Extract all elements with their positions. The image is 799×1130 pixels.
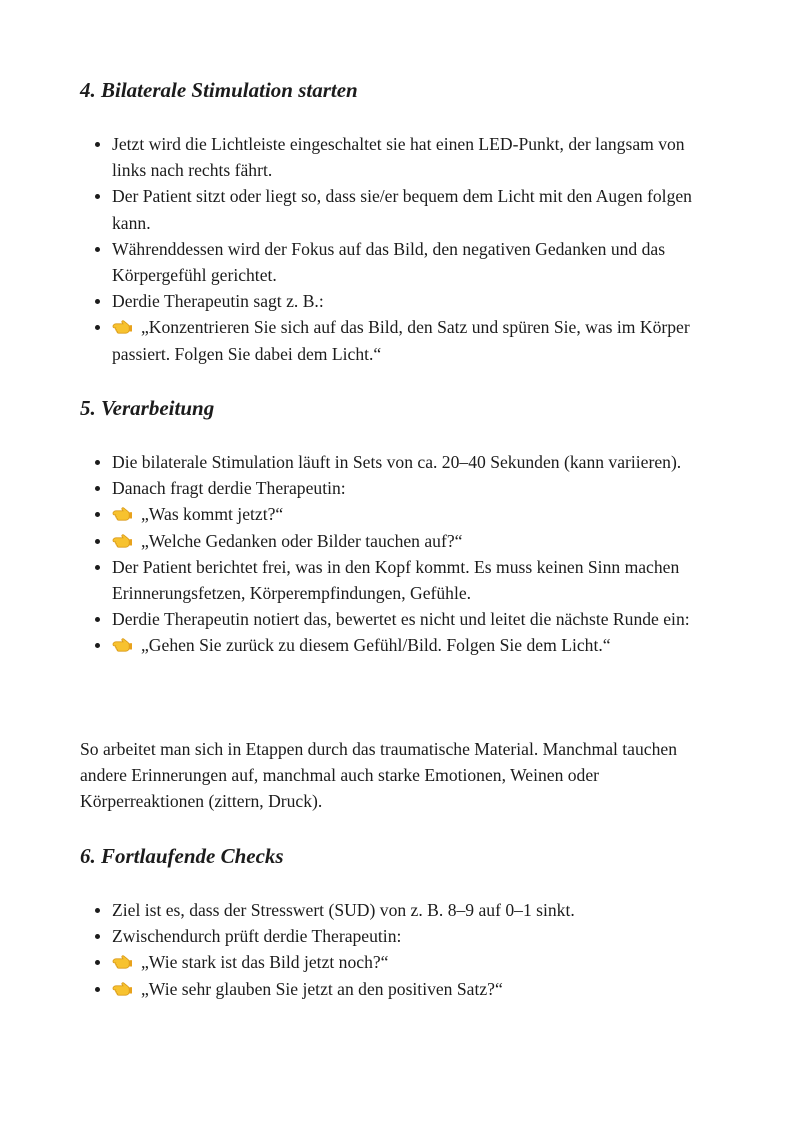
section-6-heading: 6. Fortlaufende Checks (80, 844, 284, 868)
list-item: „Wie sehr glauben Sie jetzt an den positiven Satz?“ (80, 976, 720, 1002)
list-item: Währenddessen wird der Fokus auf das Bild, den negativen Gedanken und das Körpergefühl gerichtet. (80, 236, 720, 288)
list-item: Die bilaterale Stimulation läuft in Sets von ca. 20–40 Sekunden (kann variieren). (80, 449, 720, 475)
pointing-hand-icon (112, 507, 133, 521)
list-item: „Wie stark ist das Bild jetzt noch?“ (80, 949, 720, 975)
list-item: „Welche Gedanken oder Bilder tauchen auf?“ (80, 528, 720, 554)
list-item: „Was kommt jetzt?“ (80, 501, 720, 527)
pointing-hand-icon (112, 534, 133, 548)
list-item: Danach fragt derdie Therapeutin: (80, 475, 720, 501)
list-item: Ziel ist es, dass der Stresswert (SUD) von z. B. 8–9 auf 0–1 sinkt. (80, 897, 720, 923)
section-4-list (80, 131, 720, 367)
section-5-list (80, 449, 720, 659)
pointing-hand-icon (112, 638, 133, 652)
pointing-hand-icon (112, 955, 133, 969)
section-6-list (80, 897, 720, 1002)
list-item: Der Patient sitzt oder liegt so, dass sie/er bequem dem Licht mit den Augen folgen kann. (80, 183, 720, 235)
list-item: Der Patient berichtet frei, was in den Kopf kommt. Es muss keinen Sinn machen Erinnerungsfetzen, Körperempfindungen, Gefühle. (80, 554, 720, 606)
list-item: „Konzentrieren Sie sich auf das Bild, den Satz und spüren Sie, was im Körper passiert. Folgen Sie dabei dem Licht.“ (80, 314, 720, 366)
list-item: „Gehen Sie zurück zu diesem Gefühl/Bild. Folgen Sie dem Licht.“ (80, 632, 720, 658)
section-4-heading: 4. Bilaterale Stimulation starten (80, 78, 358, 102)
list-item: Zwischendurch prüft derdie Therapeutin: (80, 923, 720, 949)
list-item: Derdie Therapeutin sagt z. B.: (80, 288, 720, 314)
pointing-hand-icon (112, 320, 133, 334)
list-item: Jetzt wird die Lichtleiste eingeschaltet sie hat einen LED-Punkt, der langsam von links nach rechts fährt. (80, 131, 720, 183)
pointing-hand-icon (112, 982, 133, 996)
list-item: Derdie Therapeutin notiert das, bewertet es nicht und leitet die nächste Runde ein: (80, 606, 720, 632)
body-paragraph: So arbeitet man sich in Etappen durch das traumatische Material. Manchmal tauchen andere Erinnerungen auf, manchmal auch starke Emotionen, Weinen oder Körperreaktionen (zittern, Druck). (80, 739, 678, 812)
section-5-heading: 5. Verarbeitung (80, 396, 215, 420)
